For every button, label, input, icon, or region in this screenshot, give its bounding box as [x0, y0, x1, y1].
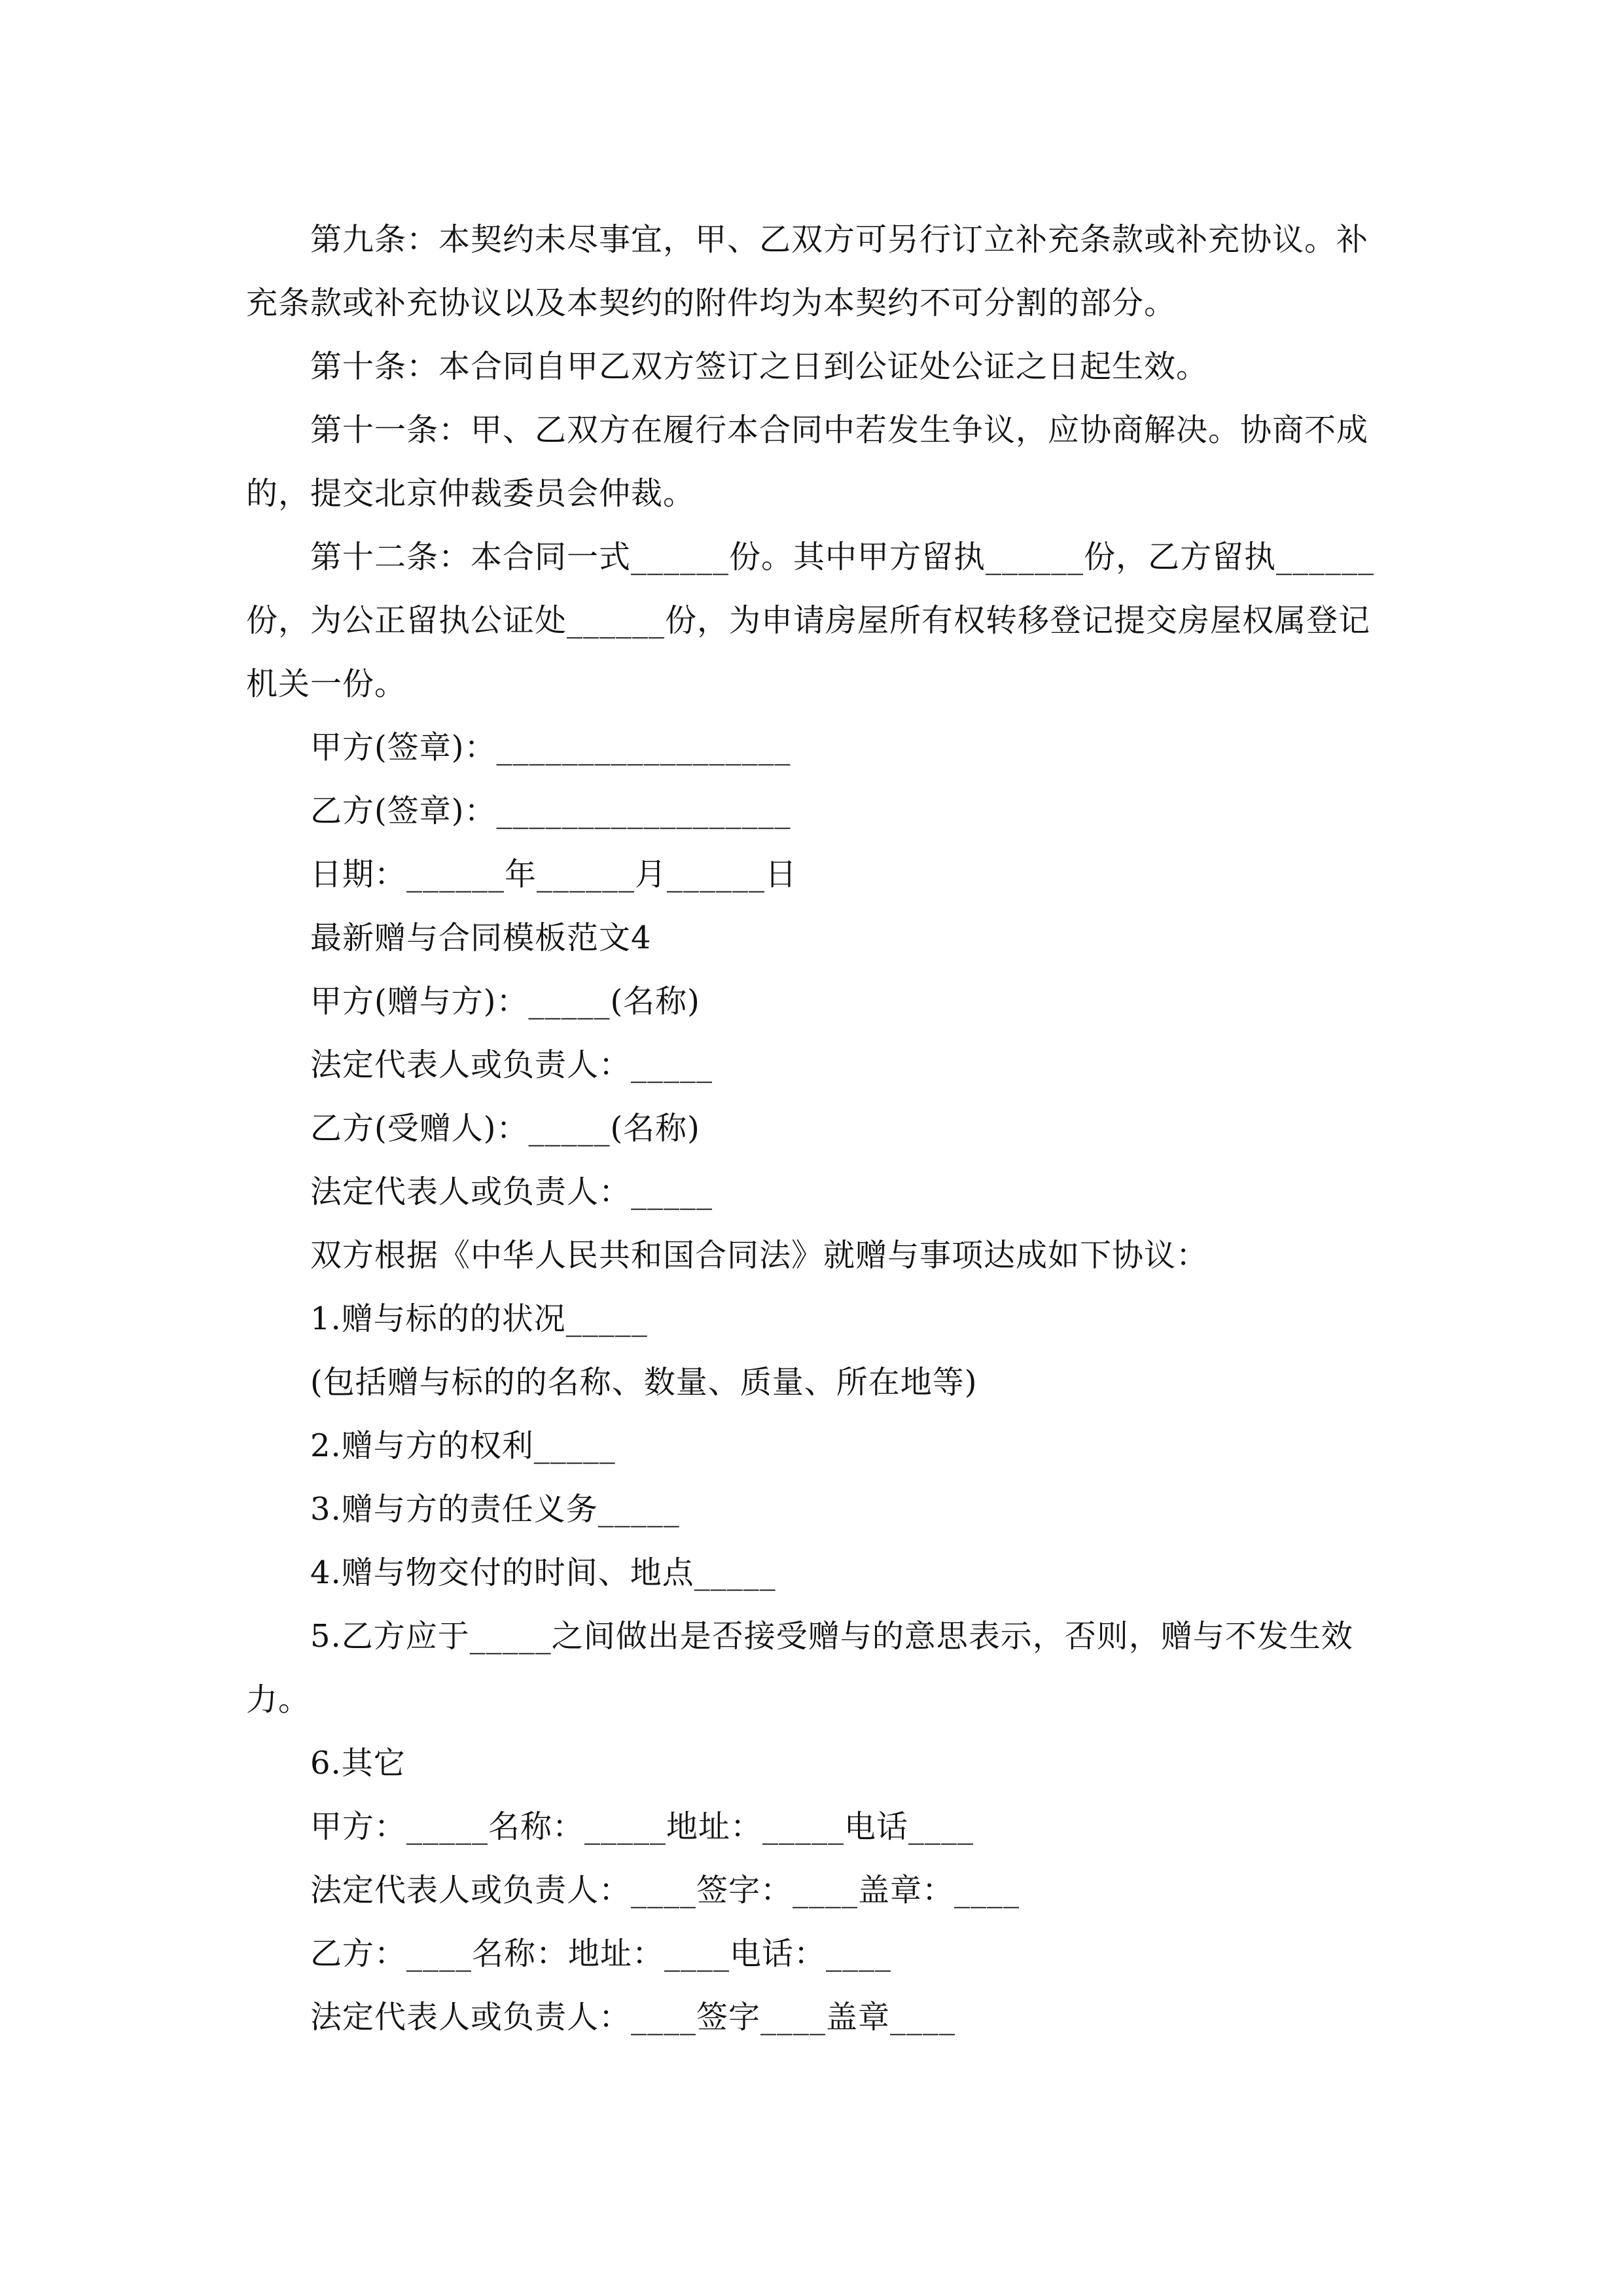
item-3: 3.赠与方的责任义务_____	[310, 1491, 680, 1528]
party-a-signature-line: 甲方(签章)：__________________	[310, 729, 791, 766]
agreement-intro: 双方根据《中华人民共和国合同法》就赠与事项达成如下协议：	[310, 1237, 1209, 1274]
party-b-contact-line: 乙方：____名称：地址：____电话：____	[310, 1935, 892, 1972]
item-4: 4.赠与物交付的时间、地点_____	[310, 1554, 776, 1591]
party-b-signature-line: 乙方(签章)：__________________	[310, 793, 791, 829]
article-10: 第十条：本合同自甲乙双方签订之日到公证处公证之日起生效。	[310, 348, 1209, 385]
donee-representative-line: 法定代表人或负责人：_____	[310, 1174, 713, 1210]
item-2: 2.赠与方的权利_____	[310, 1427, 616, 1464]
item-5: 5.乙方应于_____之间做出是否接受赠与的意思表示，否则，赠与不发生效力。	[246, 1618, 1353, 1718]
party-b-representative-signature-line: 法定代表人或负责人：____签字____盖章____	[310, 1999, 956, 2036]
date-line: 日期：______年______月______日	[310, 856, 798, 893]
donee-line: 乙方(受赠人)：_____(名称)	[310, 1110, 700, 1147]
item-1-note: (包括赠与标的的名称、数量、质量、所在地等)	[310, 1364, 978, 1401]
item-1: 1.赠与标的的状况_____	[310, 1300, 648, 1337]
article-9: 第九条：本契约未尽事宜，甲、乙双方可另行订立补充条款或补充协议。补充条款或补充协议以及本契约的附件均为本契约不可分割的部分。	[246, 221, 1369, 321]
party-a-contact-line: 甲方：_____名称：_____地址：_____电话____	[310, 1808, 974, 1845]
document-content	[246, 208, 1377, 2049]
section-title: 最新赠与合同模板范文4	[310, 920, 652, 956]
party-a-representative-signature-line: 法定代表人或负责人：____签字：____盖章：____	[310, 1872, 1020, 1909]
item-6: 6.其它	[310, 1745, 406, 1782]
article-11: 第十一条：甲、乙双方在履行本合同中若发生争议，应协商解决。协商不成的，提交北京仲裁委员会仲裁。	[246, 412, 1369, 512]
article-12: 第十二条：本合同一式______份。其中甲方留执______份，乙方留执______份，为公正留执公证处______份，为申请房屋所有权转移登记提交房屋权属登记机关一份。	[246, 539, 1375, 702]
donor-line: 甲方(赠与方)：_____(名称)	[310, 983, 700, 1020]
donor-representative-line: 法定代表人或负责人：_____	[310, 1047, 713, 1083]
